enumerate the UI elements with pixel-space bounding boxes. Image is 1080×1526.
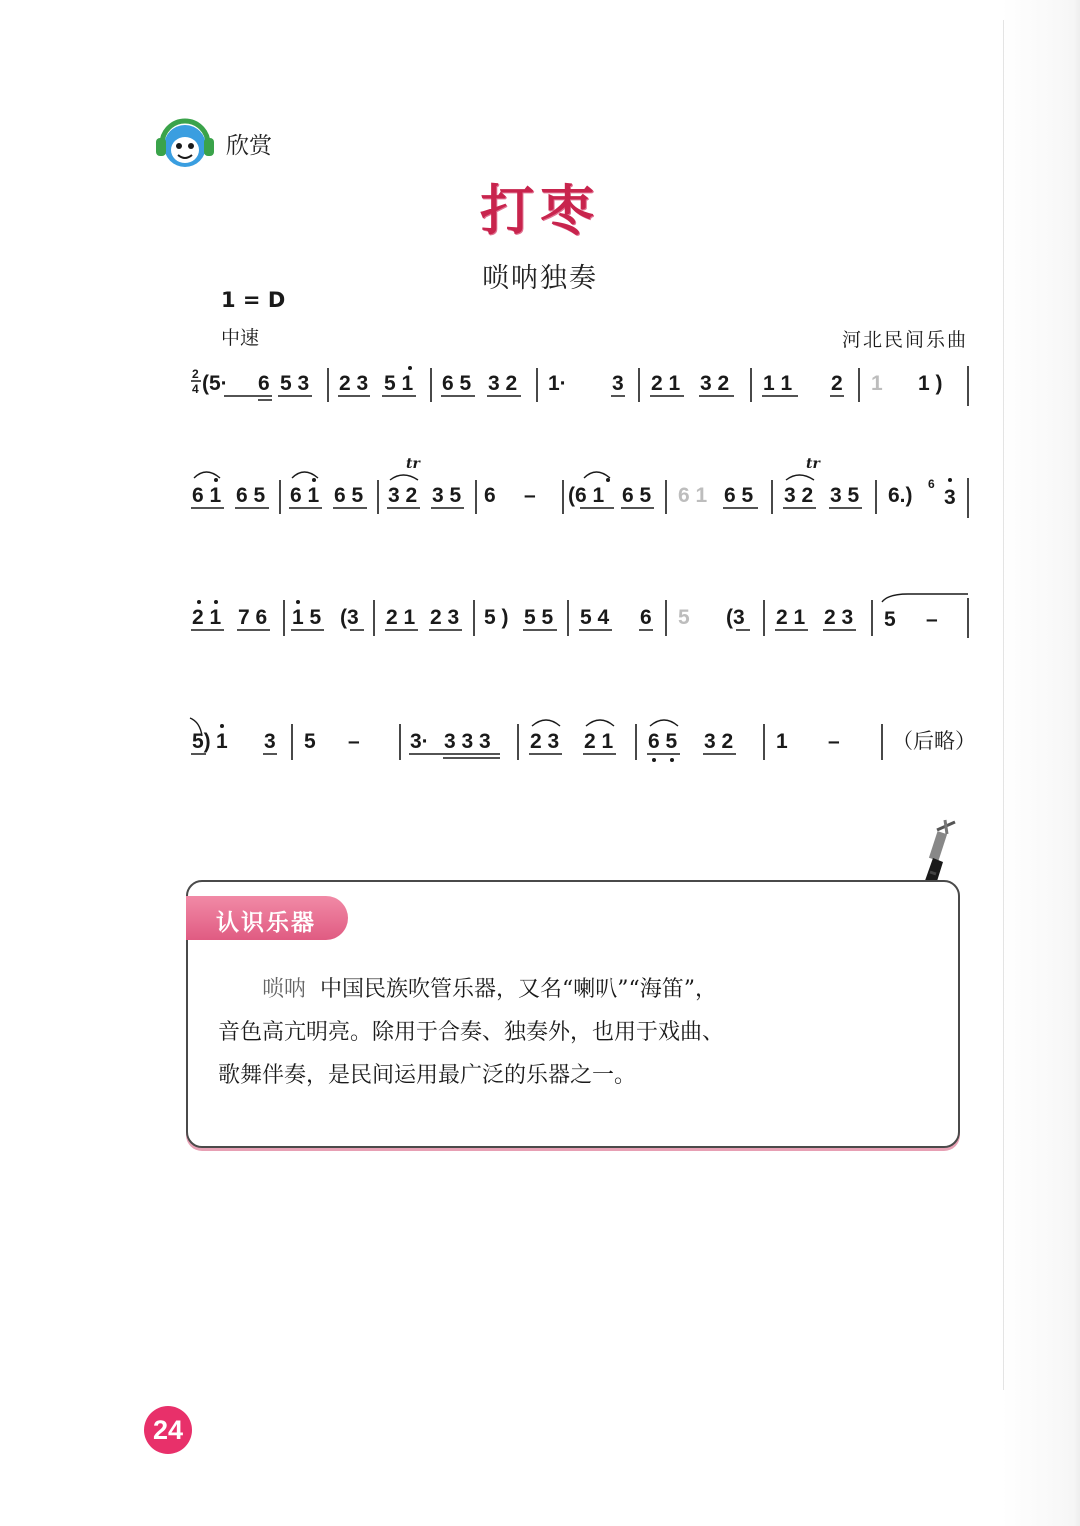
svg-text:1: 1 bbox=[776, 730, 788, 753]
svg-text:2 1: 2 1 bbox=[584, 730, 614, 753]
svg-text:2 3: 2 3 bbox=[339, 372, 369, 395]
svg-text:3 2: 3 2 bbox=[488, 372, 518, 395]
info-line-1 bbox=[218, 968, 788, 1011]
svg-text:(3: (3 bbox=[726, 606, 745, 629]
svg-text:2 3: 2 3 bbox=[530, 730, 560, 753]
svg-text:5 4: 5 4 bbox=[580, 606, 610, 629]
svg-text:3 5: 3 5 bbox=[830, 484, 860, 507]
svg-text:6 5: 6 5 bbox=[334, 484, 364, 507]
time-signature-top: 2 bbox=[192, 367, 199, 381]
svg-text:3·: 3· bbox=[410, 730, 429, 753]
svg-text:7 6: 7 6 bbox=[238, 606, 268, 629]
svg-text:5): 5) bbox=[192, 730, 211, 753]
score-row-2 bbox=[188, 456, 974, 530]
svg-text:3 2: 3 2 bbox=[704, 730, 734, 753]
song-subtitle: 唢呐独奏 bbox=[482, 263, 598, 294]
svg-text:3 5: 3 5 bbox=[432, 484, 462, 507]
svg-text:6 5: 6 5 bbox=[622, 484, 652, 507]
svg-text:6 5: 6 5 bbox=[236, 484, 266, 507]
svg-text:6 5: 6 5 bbox=[724, 484, 754, 507]
svg-text:(5·: (5· bbox=[202, 372, 228, 395]
svg-text:–: – bbox=[926, 608, 938, 631]
svg-text:3 3 3: 3 3 3 bbox=[444, 730, 491, 753]
svg-text:2 3: 2 3 bbox=[824, 606, 854, 629]
svg-text:1: 1 bbox=[871, 372, 883, 395]
svg-text:3: 3 bbox=[264, 730, 276, 753]
svg-text:6 1: 6 1 bbox=[192, 484, 222, 507]
info-tab bbox=[186, 896, 348, 940]
ending-note: （后略） bbox=[892, 729, 976, 753]
svg-text:5 ): 5 ) bbox=[484, 606, 509, 629]
svg-text:5: 5 bbox=[304, 730, 316, 753]
svg-text:5: 5 bbox=[678, 606, 690, 629]
info-line-2: 音色高亢明亮。除用于合奏、独奏外，也用于戏曲、 bbox=[218, 1020, 725, 1045]
svg-text:1 5: 1 5 bbox=[292, 606, 322, 629]
info-line-3: 歌舞伴奏，是民间运用最广泛的乐器之一。 bbox=[218, 1063, 637, 1088]
svg-text:2 1: 2 1 bbox=[776, 606, 806, 629]
score-row-4 bbox=[188, 714, 974, 774]
svg-text:3 2: 3 2 bbox=[700, 372, 730, 395]
svg-text:–: – bbox=[348, 730, 360, 753]
svg-text:3: 3 bbox=[612, 372, 624, 395]
svg-text:6: 6 bbox=[484, 484, 496, 507]
score-row-1 bbox=[188, 360, 974, 420]
svg-text:(6 1: (6 1 bbox=[568, 484, 605, 507]
svg-text:(3: (3 bbox=[340, 606, 359, 629]
key-signature: 1 = D bbox=[221, 288, 286, 312]
svg-text:6 1: 6 1 bbox=[678, 484, 708, 507]
time-signature-bottom: 4 bbox=[192, 382, 199, 396]
svg-text:tr: tr bbox=[406, 456, 420, 472]
svg-text:2 3: 2 3 bbox=[430, 606, 460, 629]
page-number: 24 bbox=[144, 1406, 192, 1454]
info-text bbox=[218, 968, 788, 1097]
svg-text:–: – bbox=[524, 484, 536, 507]
svg-text:3 2: 3 2 bbox=[784, 484, 814, 507]
svg-text:5 1: 5 1 bbox=[384, 372, 414, 395]
svg-text:5 5: 5 5 bbox=[524, 606, 554, 629]
svg-text:1·: 1· bbox=[548, 372, 567, 395]
tempo-marking: 中速 bbox=[221, 327, 260, 349]
svg-text:2 1: 2 1 bbox=[192, 606, 222, 629]
info-tab-label: 认识乐器 bbox=[216, 910, 316, 936]
svg-text:tr: tr bbox=[806, 456, 820, 472]
svg-text:6 1: 6 1 bbox=[290, 484, 320, 507]
svg-text:2 1: 2 1 bbox=[651, 372, 681, 395]
monkey-headphones-icon bbox=[154, 110, 216, 172]
svg-text:5: 5 bbox=[884, 608, 896, 631]
info-term: 唢呐 bbox=[262, 977, 307, 1002]
song-title: 打枣 bbox=[480, 178, 600, 242]
svg-text:5 3: 5 3 bbox=[280, 372, 310, 395]
svg-text:6.): 6.) bbox=[888, 484, 913, 507]
svg-text:3 2: 3 2 bbox=[388, 484, 418, 507]
svg-text:1: 1 bbox=[216, 730, 228, 753]
svg-text:2 1: 2 1 bbox=[386, 606, 416, 629]
composer-note: 河北民间乐曲 bbox=[841, 329, 968, 351]
svg-text:3: 3 bbox=[944, 486, 956, 509]
svg-text:6 5: 6 5 bbox=[442, 372, 472, 395]
svg-text:1 ): 1 ) bbox=[918, 372, 943, 395]
svg-text:–: – bbox=[828, 730, 840, 753]
svg-text:6 5: 6 5 bbox=[648, 730, 678, 753]
score-row-3 bbox=[188, 590, 974, 650]
svg-text:6: 6 bbox=[258, 372, 270, 395]
svg-text:6: 6 bbox=[928, 477, 935, 491]
section-label: 欣赏 bbox=[226, 133, 272, 159]
svg-text:6: 6 bbox=[640, 606, 652, 629]
svg-text:1 1: 1 1 bbox=[763, 372, 793, 395]
info-line-1-text: 中国民族吹管乐器，又名“喇叭”“海笛”， bbox=[320, 977, 718, 1002]
svg-text:2: 2 bbox=[831, 372, 843, 395]
